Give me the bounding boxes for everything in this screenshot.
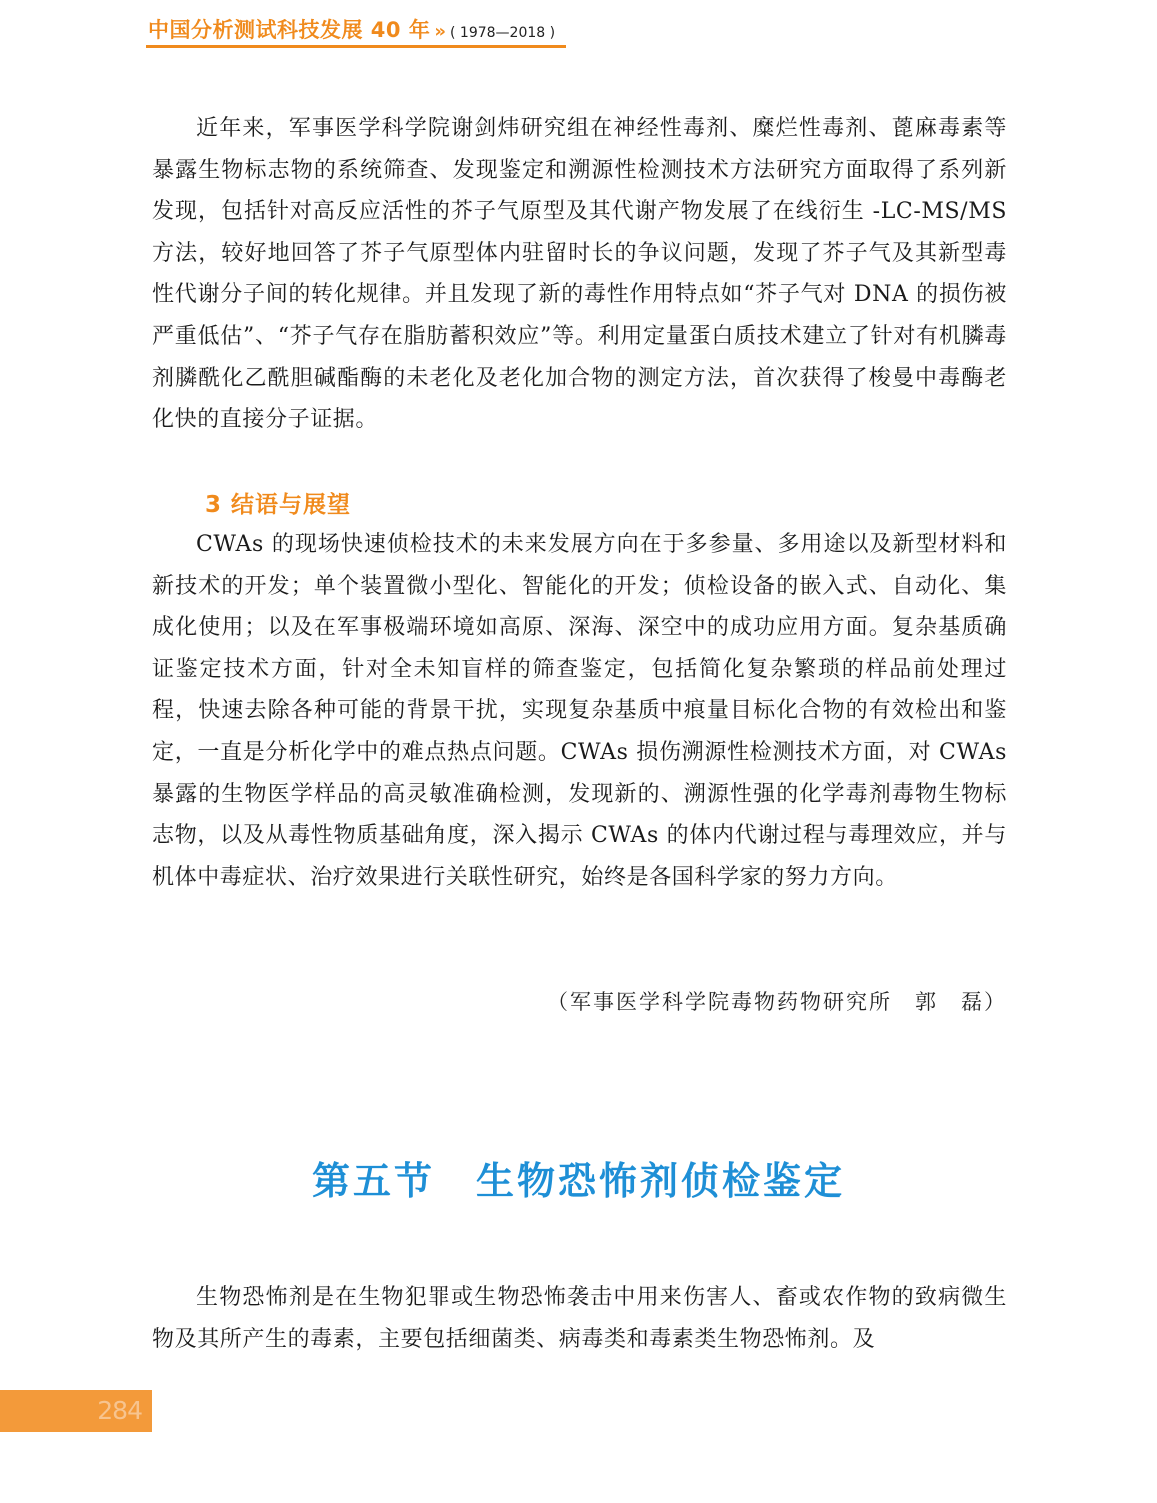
- section-heading: 3 结语与展望: [205, 492, 352, 518]
- body-paragraph-3: 生物恐怖剂是在生物犯罪或生物恐怖袭击中用来伤害人、畜或农作物的致病微生物及其所产生的毒素，主要包括细菌类、病毒类和毒素类生物恐怖剂。及: [152, 1285, 1007, 1352]
- chapter-title: 第五节 生物恐怖剂侦检鉴定: [311, 1159, 845, 1203]
- page-number: 284: [97, 1396, 142, 1425]
- book-years: ( 1978—2018 ): [450, 25, 556, 41]
- page-number-tab: [0, 1390, 152, 1432]
- running-header: [148, 14, 555, 48]
- double-chevron-icon: »: [434, 21, 446, 42]
- body-paragraph-2: CWAs 的现场快速侦检技术的未来发展方向在于多参量、多用途以及新型材料和新技术的开发；单个装置微小型化、智能化的开发；侦检设备的嵌入式、自动化、集成化使用；以及在军事极端环境如高原、深海、深空中的成功应用方面。复杂基质确证鉴定技术方面，针对全未知盲样的筛查鉴定，包括简化复杂繁琐的样品前处理过程，快速去除各种可能的背景干扰，实现复杂基质中痕量目标化合物的有效检出和鉴定，一直是分析化学中的难点热点问题。CWAs 损伤溯源性检测技术方面，对 CWAs 暴露的生物医学样品的高灵敏准确检测，发现新的、溯源性强的化学毒剂毒物生物标志物，以及从毒性物质基础角度，深入揭示 CWAs 的体内代谢过程与毒理效应，并与机体中毒症状、治疗效果进行关联性研究，始终是各国科学家的努力方向。: [152, 532, 1007, 890]
- header-divider: [146, 45, 566, 48]
- body-paragraph-1: 近年来，军事医学科学院谢剑炜研究组在神经性毒剂、糜烂性毒剂、蓖麻毒素等暴露生物标志物的系统筛查、发现鉴定和溯源性检测技术方法研究方面取得了系列新发现，包括针对高反应活性的芥子气原型及其代谢产物发展了在线衍生 -LC-MS/MS 方法，较好地回答了芥子气原型体内驻留时长的争议问题，发现了芥子气及其新型毒性代谢分子间的转化规律。并且发现了新的毒性作用特点如“芥子气对 DNA 的损伤被严重低估”、“芥子气存在脂肪蓄积效应”等。利用定量蛋白质技术建立了针对有机膦毒剂膦酰化乙酰胆碱酯酶的未老化及老化加合物的测定方法，首次获得了梭曼中毒酶老化快的直接分子证据。: [152, 116, 1007, 433]
- book-title: 中国分析测试科技发展 40 年: [148, 18, 431, 42]
- author-attribution: （军事医学科学院毒物药物研究所 郭 磊）: [547, 990, 1007, 1014]
